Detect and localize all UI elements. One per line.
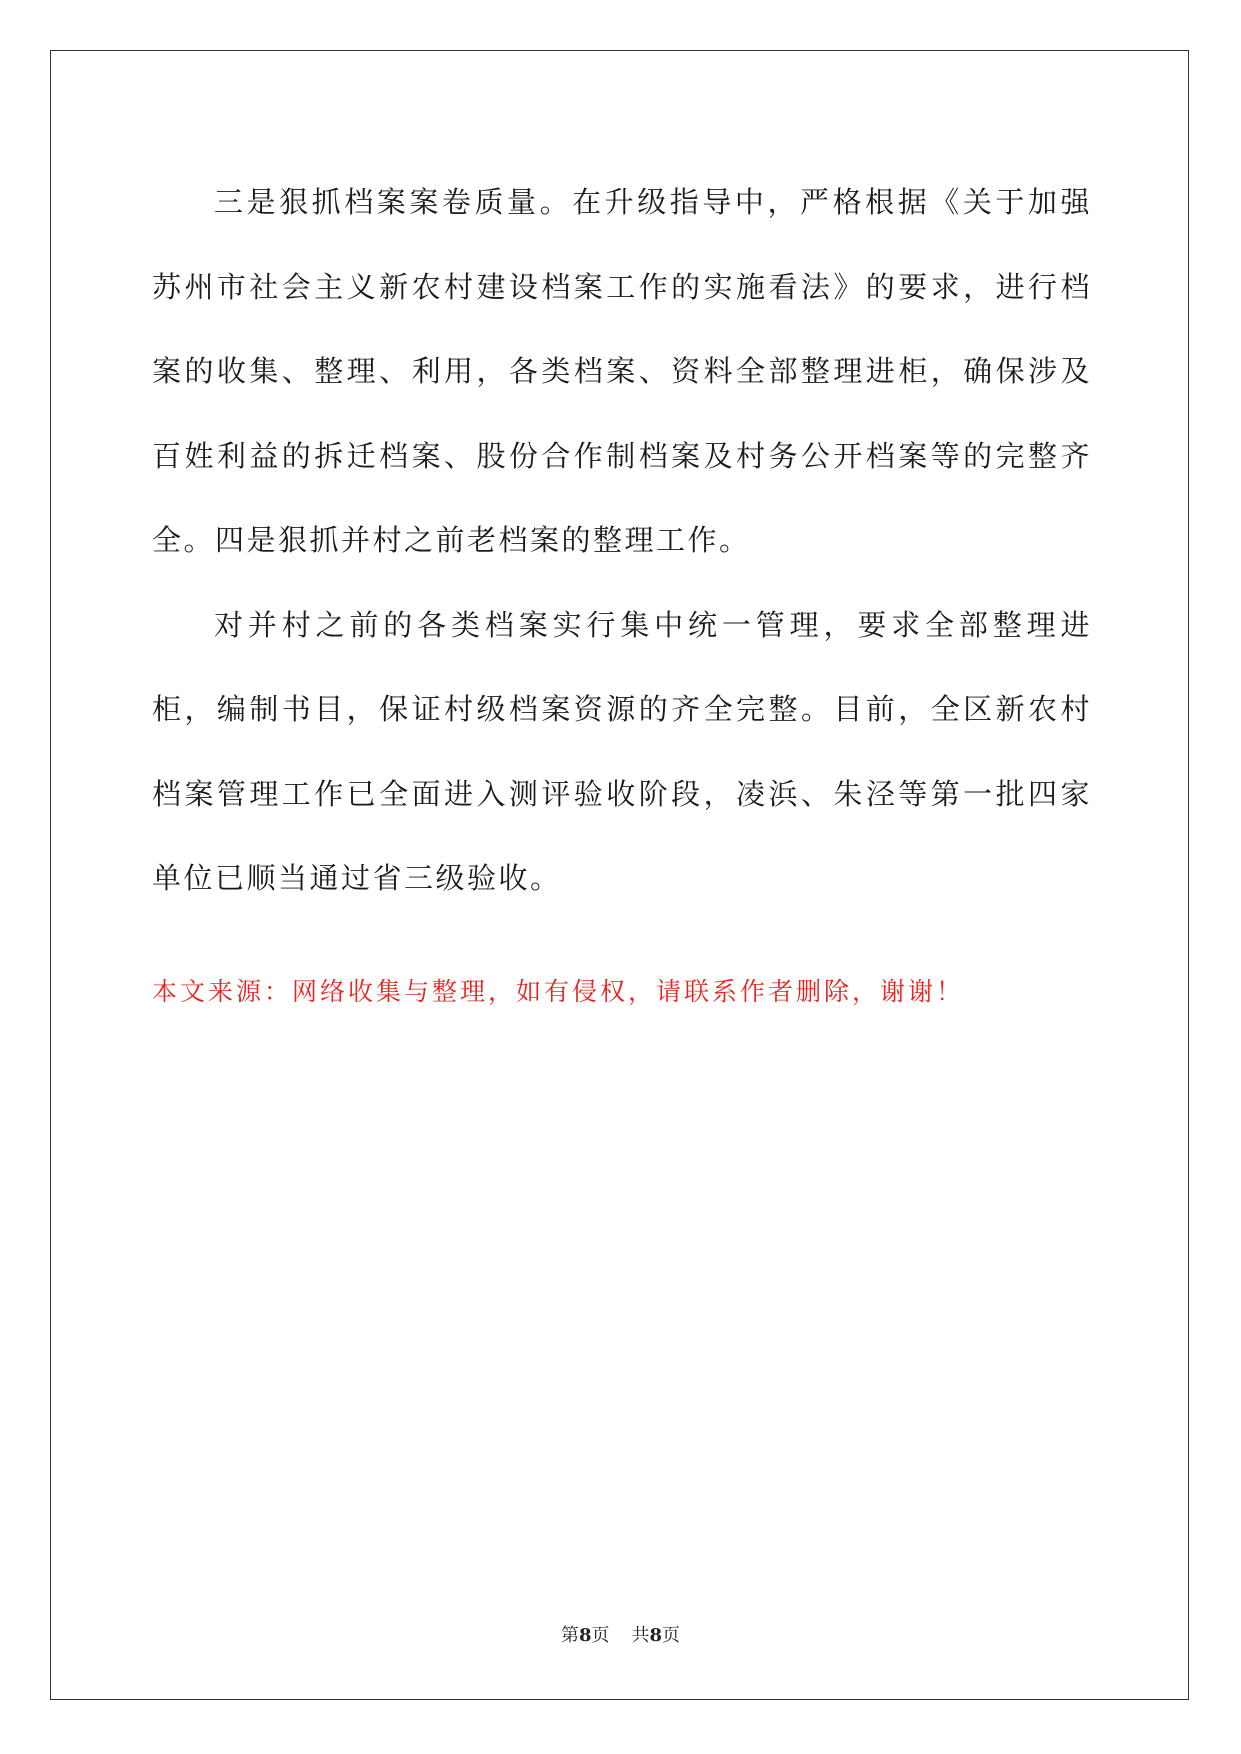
footer-total-pages: 8 — [649, 1625, 663, 1646]
footer-prefix: 第 — [560, 1625, 579, 1646]
paragraph-1: 三是狠抓档案案卷质量。在升级指导中，严格根据《关于加强苏州市社会主义新农村建设档案工作的实施看法》的要求，进行档案的收集、整理、利用，各类档案、资料全部整理进柜，确保涉及百姓利益的拆迁档案、股份合作制档案及村务公开档案等的完整齐全。四是狠抓并村之前老档案的整理工作。 — [152, 185, 1092, 557]
paragraph-2: 对并村之前的各类档案实行集中统一管理，要求全部整理进柜，编制书目，保证村级档案资源的齐全完整。目前，全区新农村档案管理工作已全面进入测评验收阶段，凌浜、朱泾等第一批四家单位已顺当通过省三级验收。 — [152, 607, 1092, 895]
footer-page-unit: 页 — [591, 1625, 610, 1646]
footer-current-page: 8 — [578, 1625, 592, 1646]
footer-total-unit: 页 — [662, 1625, 681, 1646]
footer-total-prefix: 共 — [631, 1625, 650, 1646]
document-body — [152, 160, 1092, 921]
page-footer — [0, 1624, 1241, 1648]
source-note: 本文来源：网络收集与整理，如有侵权，请联系作者删除，谢谢！ — [152, 977, 965, 1006]
